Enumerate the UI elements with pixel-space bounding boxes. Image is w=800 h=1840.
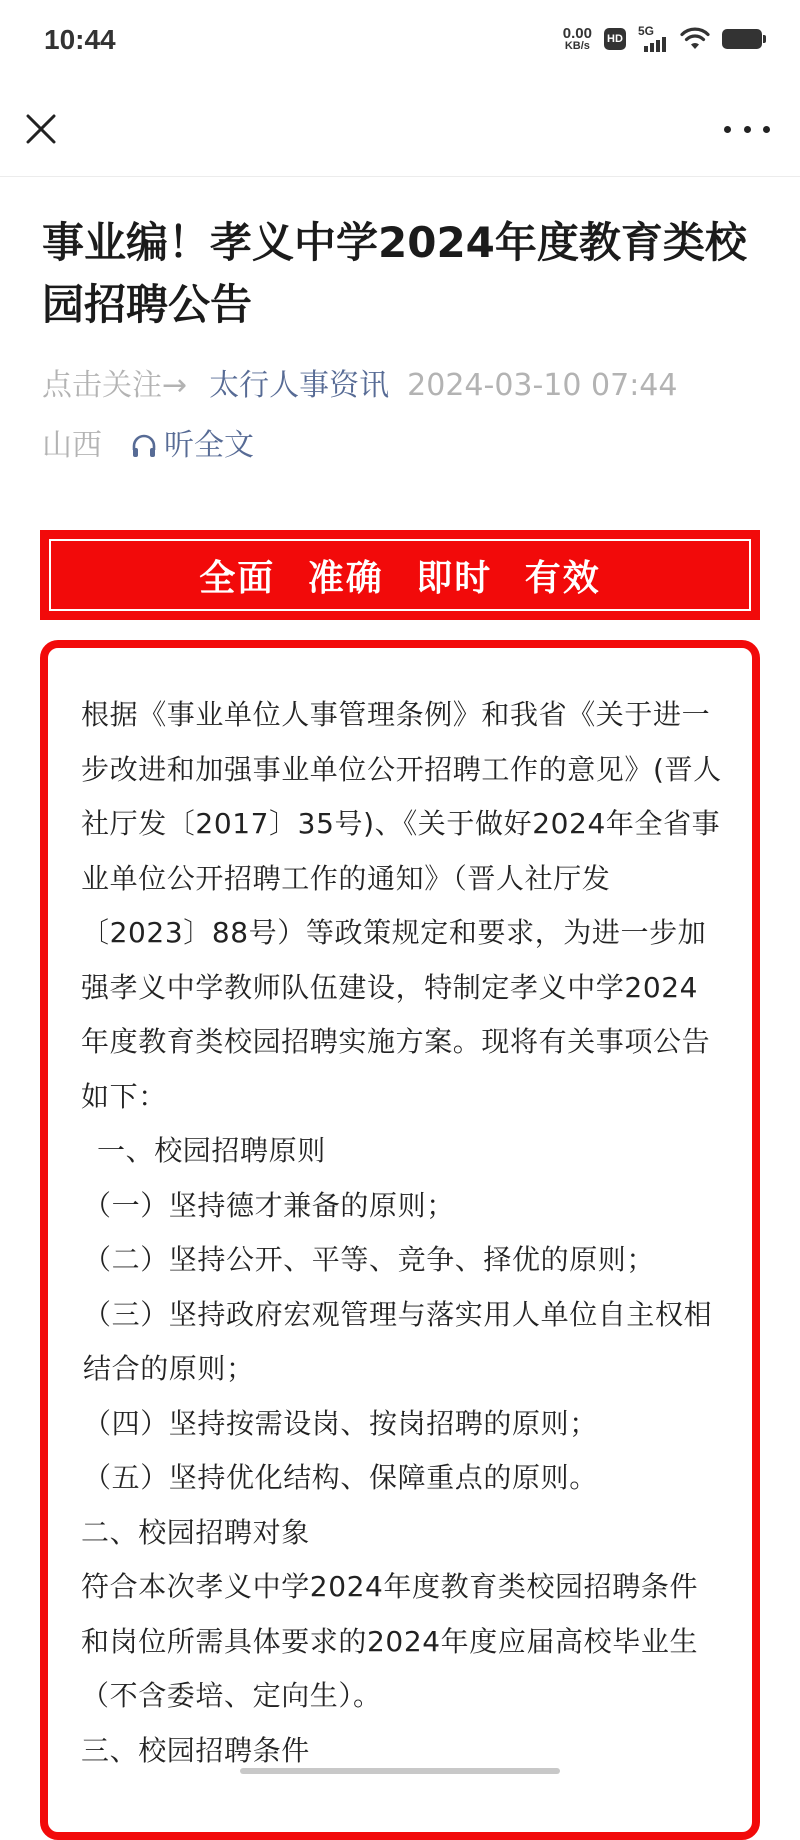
intro-paragraph: 根据《事业单位人事管理条例》和我省《关于进一步改进和加强事业单位公开招聘工作的意见》(晋人社厅发〔2017〕35号)、《关于做好2024年全省事业单位公开招聘工作的通知》（晋人社厅发〔2023〕88号）等政策规定和要求，为进一步加强孝义中学教师队伍建设，特制定孝义中学2024年度教育类校园招聘实施方案。现将有关事项公告如下： — [81, 698, 722, 1113]
status-icons — [563, 26, 762, 52]
signal-icon — [638, 26, 668, 52]
listen-label: 听全文 — [164, 428, 254, 463]
headphones-icon — [130, 432, 158, 460]
principle-item: （三）坚持政府宏观管理与落实用人单位自主权相结合的原则； — [83, 1297, 713, 1385]
nav-bar — [0, 86, 800, 177]
banner-frame — [49, 539, 751, 611]
article-content-box — [40, 640, 760, 1840]
more-icon-dot — [724, 126, 731, 133]
banner — [40, 530, 760, 620]
principle-item: （四）坚持按需设岗、按岗招聘的原则； — [83, 1406, 598, 1440]
region-label: 山西 — [42, 428, 102, 463]
article-meta-secondary — [42, 424, 254, 468]
network-speed — [563, 26, 592, 52]
status-time: 10:44 — [44, 24, 116, 55]
article-meta — [42, 364, 782, 408]
article-title: 事业编！孝义中学2024年度教育类校园招聘公告 — [42, 218, 747, 329]
principle-item: （二）坚持公开、平等、竞争、择优的原则； — [83, 1243, 656, 1276]
hd-icon: HD — [604, 28, 626, 50]
more-icon-dot — [763, 126, 770, 133]
wifi-icon — [680, 27, 710, 51]
principle-item: （五）坚持优化结构、保障重点的原则。 — [83, 1461, 598, 1494]
signal-bars — [644, 37, 666, 52]
article-body — [81, 688, 726, 1778]
more-icon-dot — [744, 126, 751, 133]
close-button[interactable] — [22, 110, 60, 148]
targets-paragraph: 符合本次孝义中学2024年度教育类校园招聘条件和岗位所需具体要求的2024年度应届高校毕业生（不含委培、定向生）。 — [81, 1570, 699, 1712]
follow-link[interactable]: 点击关注→ — [42, 368, 188, 403]
home-indicator[interactable] — [240, 1768, 560, 1774]
account-name-link[interactable]: 太行人事资讯 — [209, 368, 390, 403]
network-speed-value: 0.00 — [562, 25, 592, 42]
listen-button[interactable] — [130, 424, 254, 468]
more-button[interactable] — [724, 114, 770, 144]
status-bar — [0, 0, 800, 86]
section-heading-principles: 一、校园招聘原则 — [97, 1134, 326, 1167]
banner-text: 全面 准确 即时 有效 — [199, 556, 601, 599]
publish-time: 2024-03-10 07:44 — [407, 368, 678, 403]
section-heading-conditions: 三、校园招聘条件 — [81, 1733, 310, 1767]
principle-item: （一）坚持德才兼备的原则； — [83, 1188, 455, 1222]
battery-icon — [722, 29, 762, 49]
section-heading-targets: 二、校园招聘对象 — [81, 1515, 310, 1549]
close-icon — [22, 110, 60, 148]
network-speed-unit: KB/s — [564, 40, 590, 52]
network-type-label: 5G — [638, 24, 655, 38]
